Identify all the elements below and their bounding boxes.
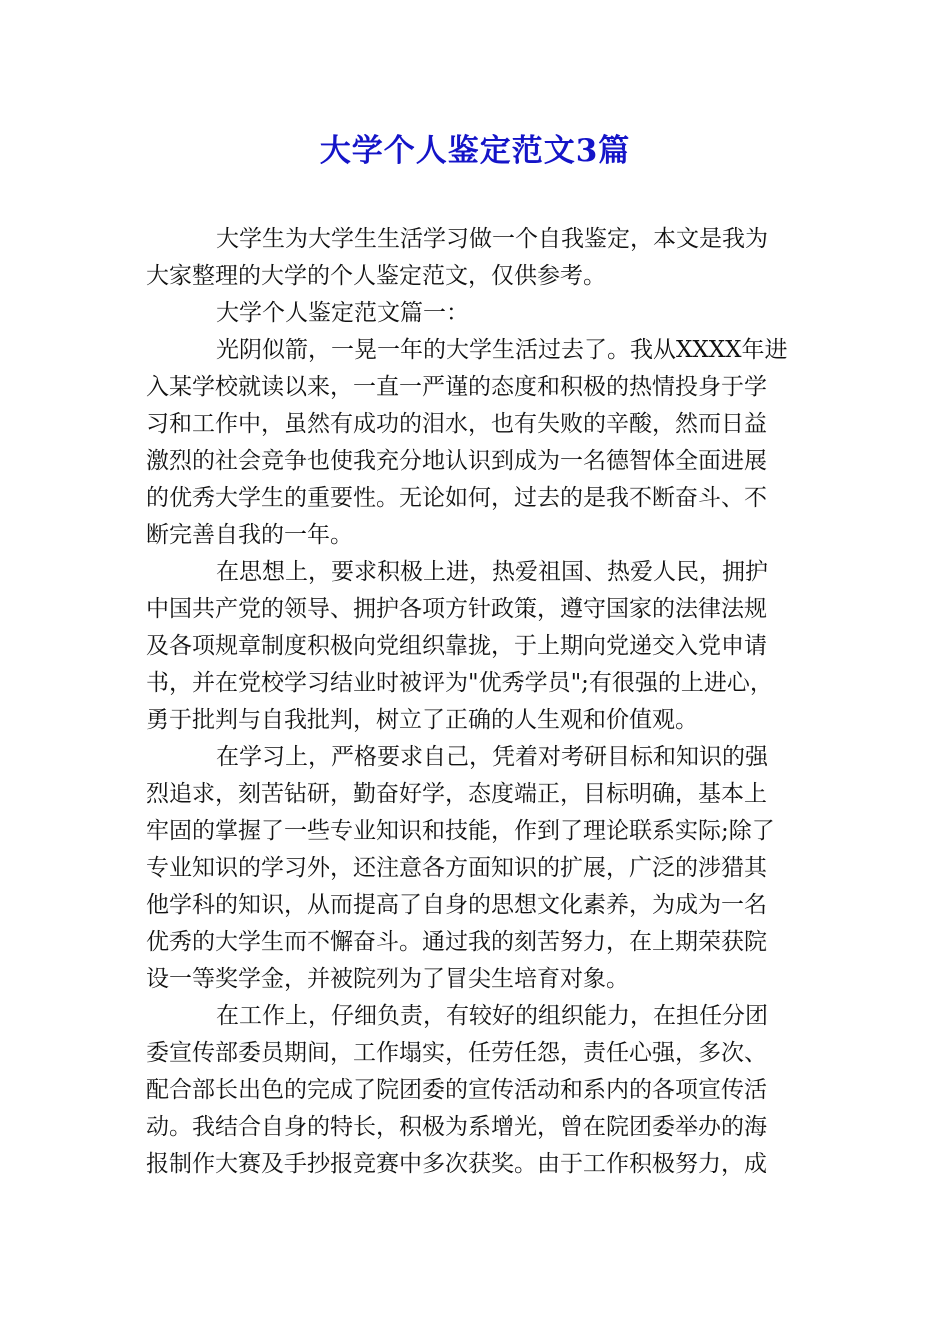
text-line: 他学科的知识，从而提高了自身的思想文化素养，为成为一名 <box>146 892 767 918</box>
text-line: 及各项规章制度积极向党组织靠拢，于上期向党递交入党申请 <box>146 633 767 659</box>
text-line: 大学个人鉴定范文篇一： <box>216 300 469 326</box>
text-line: 的优秀大学生的重要性。无论如何，过去的是我不断奋斗、不 <box>146 485 767 511</box>
text-line: 委宣传部委员期间，工作塌实，任劳任怨，责任心强，多次、 <box>146 1040 767 1066</box>
document-title: 大学个人鉴定范文3篇 <box>319 133 631 169</box>
text-line: 设一等奖学金，并被院列为了冒尖生培育对象。 <box>146 966 629 992</box>
text-line: 牢固的掌握了一些专业知识和技能，作到了理论联系实际;除了 <box>146 818 775 844</box>
document-body <box>146 221 800 1183</box>
text-line: 光阴似箭，一晃一年的大学生活过去了。我从XXXX年进 <box>216 337 788 363</box>
text-line: 动。我结合自身的特长，积极为系增光，曾在院团委举办的海 <box>146 1114 767 1140</box>
text-line: 断完善自我的一年。 <box>146 522 353 548</box>
text-line: 激烈的社会竞争也使我充分地认识到成为一名德智体全面进展 <box>146 448 767 474</box>
text-line: 优秀的大学生而不懈奋斗。通过我的刻苦努力，在上期荣获院 <box>146 929 767 955</box>
text-line: 勇于批判与自我批判，树立了正确的人生观和价值观。 <box>146 707 698 733</box>
text-line: 书，并在党校学习结业时被评为"优秀学员";有很强的上进心， <box>146 670 773 696</box>
text-line: 配合部长出色的完成了院团委的宣传活动和系内的各项宣传活 <box>146 1077 767 1103</box>
text-line: 报制作大赛及手抄报竞赛中多次获奖。由于工作积极努力，成 <box>146 1151 767 1177</box>
text-line: 在学习上，严格要求自己，凭着对考研目标和知识的强 <box>216 744 768 770</box>
text-line: 在思想上，要求积极上进，热爱祖国、热爱人民，拥护 <box>216 559 768 585</box>
text-line: 入某学校就读以来，一直一严谨的态度和积极的热情投身于学 <box>146 374 767 400</box>
text-line: 专业知识的学习外，还注意各方面知识的扩展，广泛的涉猎其 <box>146 855 767 881</box>
text-line: 习和工作中，虽然有成功的泪水，也有失败的辛酸，然而日益 <box>146 411 767 437</box>
text-line: 大家整理的大学的个人鉴定范文，仅供参考。 <box>146 263 606 289</box>
text-line: 大学生为大学生生活学习做一个自我鉴定，本文是我为 <box>216 226 768 252</box>
text-line: 中国共产党的领导、拥护各项方针政策，遵守国家的法律法规 <box>146 596 767 622</box>
text-line: 烈追求，刻苦钻研，勤奋好学，态度端正，目标明确，基本上 <box>146 781 767 807</box>
text-line: 在工作上，仔细负责，有较好的组织能力，在担任分团 <box>216 1003 768 1029</box>
